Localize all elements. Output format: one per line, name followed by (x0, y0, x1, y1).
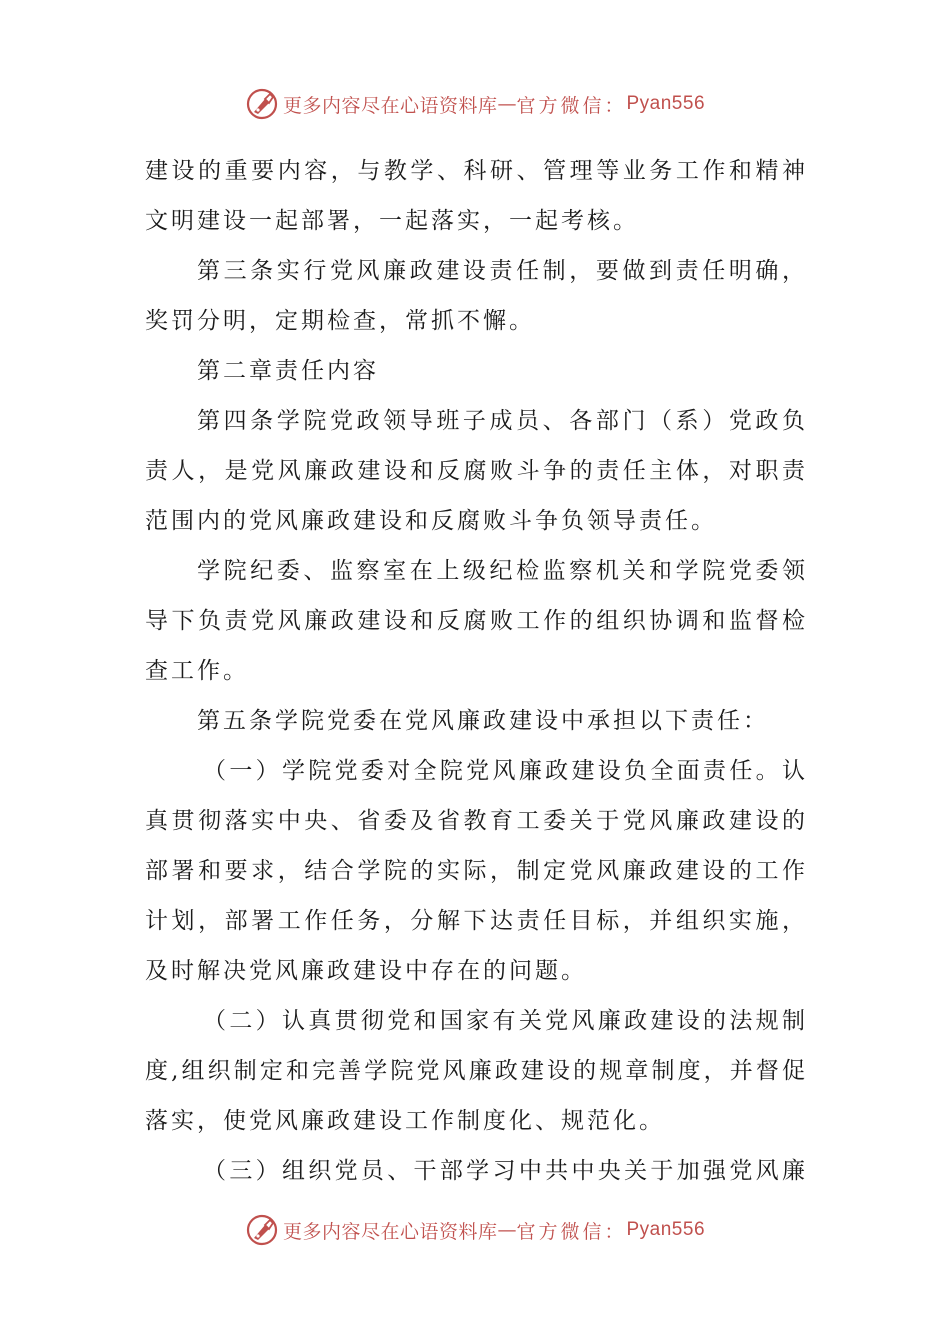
banner-main-text: 更多内容尽在心语资料库 (282, 1220, 498, 1243)
banner-wechat-label: 官方微信： (516, 94, 627, 117)
document-body (145, 146, 805, 1196)
body-line: 导下负责党风廉政建设和反腐败工作的组织协调和监督检 (145, 608, 805, 634)
body-line: （二）认真贯彻党和国家有关党风廉政建设的法规制 (203, 1008, 805, 1034)
body-line: 真贯彻落实中央、省委及省教育工委关于党风廉政建设的 (145, 808, 805, 834)
banner-wechat-label: 官方微信： (516, 1220, 627, 1243)
body-line: 范围内的党风廉政建设和反腐败斗争负领导责任。 (145, 508, 717, 534)
body-line: 计划，部署工作任务，分解下达责任目标，并组织实施， (145, 908, 805, 934)
banner-dash: — (497, 93, 517, 115)
body-line: 责人，是党风廉政建设和反腐败斗争的责任主体，对职责 (145, 458, 805, 484)
header-watermark-banner (0, 84, 950, 124)
pen-nib-logo-icon (245, 1213, 279, 1247)
chapter-heading: 第二章责任内容 (197, 358, 379, 384)
footer-watermark-banner (0, 1210, 950, 1250)
body-line: 度,组织制定和完善学院党风廉政建设的规章制度，并督促 (145, 1058, 805, 1084)
body-line: 第五条学院党委在党风廉政建设中承担以下责任： (197, 708, 769, 734)
body-line: 建设的重要内容，与教学、科研、管理等业务工作和精神 (145, 158, 805, 184)
banner-wechat-id: Pyan556 (626, 93, 706, 114)
banner-main-text: 更多内容尽在心语资料库 (282, 94, 498, 117)
pen-nib-logo-icon (245, 87, 279, 121)
body-line: 第四条学院党政领导班子成员、各部门（系）党政负 (197, 408, 805, 434)
body-line: 部署和要求，结合学院的实际，制定党风廉政建设的工作 (145, 858, 805, 884)
body-line: 学院纪委、监察室在上级纪检监察机关和学院党委领 (197, 558, 805, 584)
banner-wechat-id: Pyan556 (626, 1219, 706, 1240)
body-line: （三）组织党员、干部学习中共中央关于加强党风廉 (203, 1158, 805, 1184)
banner-dash: — (497, 1219, 517, 1241)
body-line: 奖罚分明，定期检查，常抓不懈。 (145, 308, 535, 334)
body-line: 文明建设一起部署，一起落实，一起考核。 (145, 208, 639, 234)
body-line: 第三条实行党风廉政建设责任制，要做到责任明确， (197, 258, 805, 284)
body-line: 及时解决党风廉政建设中存在的问题。 (145, 958, 587, 984)
body-line: 落实，使党风廉政建设工作制度化、规范化。 (145, 1108, 665, 1134)
body-line: 查工作。 (145, 658, 249, 684)
body-line: （一）学院党委对全院党风廉政建设负全面责任。认 (203, 758, 805, 784)
